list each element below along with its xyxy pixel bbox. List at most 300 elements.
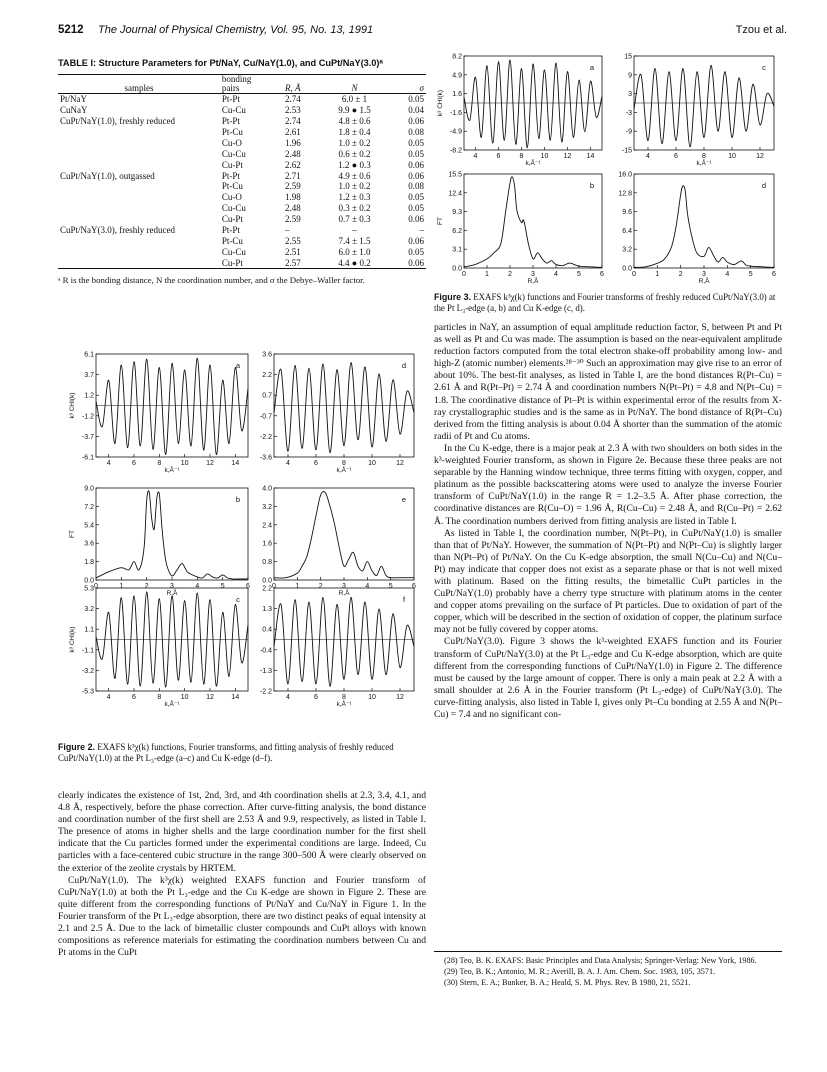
x-tick-label: 10: [540, 153, 549, 160]
x-tick-label: 6: [314, 460, 318, 467]
series-line: [464, 177, 602, 268]
y-tick-label: 12.4: [448, 190, 462, 198]
cell-n: 7.4 ± 1.5: [338, 235, 371, 246]
x-tick-label: 1: [119, 583, 124, 590]
x-tick-label: 3: [531, 271, 535, 278]
y-tick-label: 2.2: [262, 585, 272, 593]
y-tick-label: 15: [624, 53, 632, 61]
cell-sigma: 0.06: [408, 235, 424, 246]
y-tick-label: 16.0: [618, 171, 632, 179]
cell-r: 1.96: [285, 137, 301, 148]
panel-2d: [260, 352, 414, 475]
cell-sample: [58, 214, 220, 225]
table-row: [58, 181, 426, 192]
cell-pair: Cu-Pt: [221, 257, 243, 268]
x-tick-label: 4: [725, 271, 730, 278]
panel-label: c: [236, 595, 240, 604]
x-tick-label: 8: [342, 694, 346, 701]
x-tick-label: 8: [157, 460, 162, 467]
y-tick-label: 1.3: [262, 606, 272, 614]
y-tick-label: 0.0: [262, 577, 272, 585]
cell-pair: Pt-Pt: [221, 224, 240, 235]
cell-sigma: 0.06: [408, 257, 424, 268]
table-row: [58, 247, 426, 258]
y-tick-label: 2.2: [262, 372, 272, 380]
cell-pair: Cu-Cu: [221, 105, 246, 116]
panel-3b: [437, 172, 604, 286]
table-row: [58, 138, 426, 149]
table-row: [58, 105, 426, 116]
figure-2-caption: [58, 742, 426, 764]
paragraph: CuPt/NaY(3.0). Figure 3 shows the k³-weighted EXAFS function and its Fourier transform of CuPt/NaY(3.0) at the Pt L₃-edge and Cu K-edge absorption, which are quite different from the corresponding functions of CuPt/NaY(1.0) in Figure 2. The difference must be caused by the large amount of copper. There is only a main peak at 2.2 Å with a small shoulder at 2.6 Å in the Fourier transform (Pt L₃-edge) of CuPt/NaY(3.0). The curve-fitting analysis, also listed in Table I, gives only Pt–Cu bonding at 2.55 Å and N(Pt–Cu) = 7.4 and no significant con-: [434, 636, 782, 720]
x-tick-label: 4: [106, 694, 111, 701]
x-tick-label: 6: [674, 153, 678, 160]
x-tick-label: 2: [678, 271, 683, 278]
cell-sample: CuPt/NaY(3.0), freshly reduced: [60, 224, 175, 235]
y-tick-label: -3.7: [81, 433, 94, 441]
reference: (29) Teo, B. K.; Antonio, M. R.; Averill, B. A. J. Am. Chem. Soc. 1983, 105, 3571.: [444, 967, 716, 977]
panel-3d: [618, 172, 776, 286]
cell-sigma: 0.06: [408, 159, 424, 170]
x-tick-label: 0: [272, 583, 276, 590]
y-tick-label: 15.5: [448, 171, 462, 179]
x-tick-label: 1: [655, 271, 660, 278]
panel-label: c: [762, 63, 766, 72]
x-tick-label: 12: [396, 460, 404, 467]
x-tick-label: 0: [462, 271, 466, 278]
y-tick-label: -0.4: [259, 647, 272, 655]
panel-label: d: [401, 361, 407, 370]
x-tick-label: 8: [157, 694, 162, 701]
y-tick-label: 4.9: [452, 72, 462, 80]
x-axis-label: k,Å⁻¹: [336, 467, 352, 474]
cell-n: 6.0 ± 1.0: [338, 246, 371, 257]
figure-3-panels: [437, 54, 776, 286]
x-tick-label: 3: [342, 583, 346, 590]
y-tick-label: -4.9: [449, 128, 462, 136]
x-tick-label: 4: [106, 460, 111, 467]
y-tick-label: -9: [625, 128, 632, 136]
cell-sigma: 0.06: [408, 116, 424, 127]
x-tick-label: 12: [756, 153, 764, 160]
cell-pair: Pt-Cu: [221, 181, 243, 192]
panel-2f: [260, 586, 414, 709]
x-tick-label: 10: [180, 460, 189, 467]
y-axis-label: FT: [437, 217, 444, 225]
panel-label: b: [589, 181, 595, 190]
cell-pair: Cu-Pt: [221, 214, 243, 224]
cell-sigma: 0.05: [408, 137, 424, 148]
table-row: [58, 160, 426, 171]
cell-n: 1.2 ± 0.3: [338, 192, 371, 203]
x-axis-label: R,Å: [698, 278, 710, 285]
x-tick-label: 4: [286, 694, 290, 701]
cell-pair: Cu-Pt: [221, 159, 243, 170]
table-row: [58, 192, 426, 203]
x-tick-label: 12: [563, 153, 572, 160]
x-tick-label: 2: [508, 271, 512, 278]
cell-sample: [58, 258, 220, 269]
y-axis-label: FT: [69, 530, 76, 538]
cell-r: 2.48: [285, 203, 301, 214]
plot-frame: [96, 488, 248, 580]
y-tick-label: -0.7: [259, 413, 272, 421]
x-tick-label: 8: [519, 153, 524, 160]
cell-r: 1.98: [285, 192, 301, 203]
x-axis-label: k,Å⁻¹: [336, 701, 352, 708]
cell-sigma: 0.05: [408, 94, 424, 105]
paragraph: particles in NaY, an assumption of equal amplitude reduction factor, S, between Pt and Pt as well as Pt and Cu was made. The assumption is based on the near-equivalent amplitude reduction factors computed from the total electron shake-off probability among low- and high-Z (atomic number) elements.²⁸⁻³⁰ Such an approximation may give rise to an error of about 10%. The best-fit analyses, as listed in Table I, are the bond distances R(Pt–Cu) = 2.61 Å and R(Pt–Pt) = 2.74 Å and coordination numbers N(Pt–Pt) = 4.8 and N(Pt–Cu) = 1.8. The coordinative distance of Pt–Pt is within experimental error of the results from X-ray crystallographic studies and is the same as in Pt/NaY. The bond distance of R(Pt–Cu) derived from the fitting analysis is about 0.04 Å shorter than the summation of the atomic radii of Pt and Cu atoms.: [434, 322, 782, 442]
x-tick-label: 0: [94, 583, 98, 590]
table-body: [58, 94, 426, 269]
right-column-text: [434, 322, 782, 721]
y-axis-label: k³ CHI(k): [69, 392, 76, 419]
x-axis-label: R,Å: [527, 278, 539, 285]
x-tick-label: 3: [702, 271, 706, 278]
reference: (30) Stern, E. A.; Bunker, B. A.; Heald, S. M. Phys. Rev. B 1980, 21, 5521.: [444, 978, 691, 988]
x-tick-label: 6: [246, 583, 250, 590]
x-tick-label: 5: [388, 583, 393, 590]
x-tick-label: 4: [473, 153, 478, 160]
x-tick-label: 6: [412, 583, 416, 590]
cell-sample: [58, 203, 220, 214]
panel-label: d: [761, 181, 767, 190]
x-tick-label: 10: [368, 460, 376, 467]
cell-sample: [58, 127, 220, 138]
cell-sample: CuPt/NaY(1.0), outgassed: [60, 170, 155, 181]
cell-n: 0.3 ± 0.2: [338, 203, 371, 214]
cell-pair: Cu-O: [221, 192, 242, 203]
y-tick-label: 0.4: [262, 626, 272, 634]
cell-pair: Cu-O: [221, 137, 242, 148]
y-tick-label: 3.2: [262, 503, 272, 511]
cell-pair: Pt-Pt: [221, 116, 240, 127]
cell-sigma: 0.06: [408, 170, 424, 181]
cell-sigma: –: [419, 224, 424, 235]
y-tick-label: -8.2: [449, 147, 462, 155]
col-r: R, Å: [285, 82, 301, 93]
cell-n: 1.0 ± 0.2: [338, 181, 371, 192]
cell-n: 4.8 ± 0.6: [338, 116, 371, 127]
col-bonding: bonding: [221, 73, 252, 84]
series-line: [274, 597, 414, 686]
y-tick-label: -3: [625, 109, 632, 117]
series-line: [274, 491, 414, 578]
x-tick-label: 4: [554, 271, 558, 278]
cell-sigma: 0.06: [408, 214, 424, 224]
x-tick-label: 6: [132, 694, 136, 701]
y-tick-label: 3.6: [84, 540, 94, 548]
cell-n: 6.0 ± 1: [341, 94, 368, 105]
x-tick-label: 4: [195, 583, 200, 590]
cell-sample: [58, 160, 220, 171]
cell-sample: [58, 192, 220, 203]
cell-pair: Cu-Cu: [221, 203, 246, 214]
cell-sample: [58, 181, 220, 192]
cell-n: 4.9 ± 0.6: [338, 170, 371, 181]
cell-sample: Pt/NaY: [60, 94, 87, 105]
panel-label: e: [401, 495, 407, 504]
y-tick-label: 3.2: [622, 246, 632, 254]
x-tick-label: 10: [180, 694, 189, 701]
figure-2-label: Figure 2.: [58, 742, 95, 752]
cell-n: 1.8 ± 0.4: [338, 127, 371, 137]
table-title: TABLE I: Structure Parameters for Pt/NaY, Cu/NaY(1.0), and CuPt/NaY(3.0)ᵃ: [58, 58, 383, 68]
paragraph: clearly indicates the existence of 1st, 2nd, 3rd, and 4th coordination shells at 2.3, 3.4, 4.1, and 4.8 Å, respectively, before the phase correction. After curve-fitting analysis, the bond distance and coordination number of the first shell are 2.53 Å and 9.9, respectively, as listed in Table I. The presence of atoms in higher shells and the large coordination number for the first shell indicate that the Cu particles formed under the experimental conditions are large. Indeed, Cu particles with a face-centered cubic structure in the range 300–500 Å were clearly observed on the exterior of the zeolite crystals by HRTEM.: [58, 790, 426, 874]
y-tick-label: 1.1: [84, 626, 94, 634]
x-tick-label: 6: [772, 271, 776, 278]
cell-sample: [58, 236, 220, 247]
x-tick-label: 10: [728, 153, 736, 160]
cell-pair: Cu-Cu: [221, 246, 246, 257]
y-tick-label: 12.8: [618, 190, 632, 198]
page-number: 5212: [58, 24, 84, 36]
series-line: [96, 358, 248, 454]
table-row: [58, 225, 426, 236]
x-tick-label: 6: [496, 153, 501, 160]
table-row: [58, 258, 426, 269]
x-tick-label: 5: [748, 271, 753, 278]
y-tick-label: -15: [621, 147, 632, 155]
x-tick-label: 5: [577, 271, 581, 278]
y-tick-label: 7.2: [84, 503, 94, 511]
figure-3-caption: [434, 292, 782, 314]
x-axis-label: k,Å⁻¹: [164, 701, 180, 708]
series-line: [634, 65, 774, 147]
y-tick-label: 6.1: [84, 351, 94, 359]
x-tick-label: 4: [286, 460, 290, 467]
x-tick-label: 5: [220, 583, 225, 590]
x-tick-label: 8: [702, 153, 706, 160]
paragraph: As listed in Table I, the coordination number, N(Pt–Pt), in CuPt/NaY(1.0) is smaller than that of Pt/NaY. However, the summation of N(Pt–Pt) and N(Pt–Cu) is slightly larger than N(Pt–Pt) of Pt/NaY. On the Cu K-edge absorption, the small N(Cu–Cu) and N(Cu–Pt) may indicate that copper does not exist as a separate phase or that is not well mixed with platinum. Based on the fitting results, the bimetallic CuPt particles in the CuPt/NaY(1.0) probably have a cherry type structure with platinum atoms in the center and copper atoms prevailing on the surface of Pt particles. Due to oxidation of part of the copper, which will be described in the section of oxidation of copper, the platinum surface may not be fully covered by copper atoms.: [434, 527, 782, 636]
figure-2: [58, 350, 428, 740]
y-tick-label: 1.2: [84, 392, 94, 400]
panel-3c: [622, 54, 774, 168]
cell-n: 1.2 ● 0.3: [338, 159, 371, 170]
col-pairs: pairs: [221, 82, 240, 93]
cell-sample: [58, 138, 220, 149]
figure-2-caption-text: EXAFS k³χ(k) functions, Fourier transforms, and fitting analysis of freshly reduced CuPt/NaY(1.0) at the Pt L₃-edge (a–c) and Cu K-edge (d–f).: [58, 742, 394, 763]
y-tick-label: 3.1: [452, 246, 462, 254]
cell-sigma: 0.05: [408, 246, 424, 257]
cell-sample: CuPt/NaY(1.0), freshly reduced: [60, 116, 175, 127]
y-tick-label: -2.2: [259, 433, 272, 441]
x-tick-label: 14: [586, 153, 595, 160]
y-tick-label: 1.6: [262, 540, 272, 548]
y-tick-label: 0.8: [262, 559, 272, 567]
x-axis-label: k,Å⁻¹: [696, 160, 712, 167]
panel-2c: [69, 586, 248, 709]
cell-r: –: [285, 224, 290, 235]
plot-frame: [464, 174, 602, 268]
table-row: [58, 127, 426, 138]
structure-table: [58, 74, 426, 270]
cell-r: 2.48: [285, 148, 301, 159]
y-tick-label: 5.3: [84, 585, 94, 593]
cell-r: 2.74: [285, 94, 301, 105]
y-tick-label: -1.3: [259, 667, 272, 675]
panel-2a: [69, 352, 248, 475]
cell-sample: CuNaY: [60, 105, 88, 116]
x-tick-label: 0: [632, 271, 636, 278]
figure-3: [434, 52, 784, 292]
y-tick-label: 9.6: [622, 209, 632, 217]
x-tick-label: 6: [600, 271, 604, 278]
y-tick-label: 3.2: [84, 606, 94, 614]
x-tick-label: 12: [206, 460, 214, 467]
table-row: [58, 171, 426, 182]
y-tick-label: -1.2: [81, 413, 94, 421]
y-tick-label: -3.2: [81, 667, 94, 675]
references: [434, 951, 782, 990]
y-tick-label: 8.2: [452, 53, 462, 61]
x-axis-label: R,Å: [166, 590, 178, 597]
panel-label: b: [235, 495, 241, 504]
cell-sigma: 0.08: [408, 127, 424, 137]
cell-pair: Pt-Pt: [221, 170, 240, 181]
reference: (28) Teo, B. K. EXAFS: Basic Principles and Data Analysis; Springer-Verlag: New York, 1986.: [444, 956, 757, 965]
x-tick-label: 2: [144, 583, 149, 590]
cell-sigma: 0.05: [408, 203, 424, 214]
y-tick-label: 0.0: [84, 577, 94, 585]
cell-pair: Pt-Cu: [221, 127, 243, 137]
cell-r: 2.55: [285, 235, 301, 246]
paragraph: In the Cu K-edge, there is a major peak at 2.3 Å with two shoulders on both sides in the k³-weighted Fourier transform, as shown in Figure 2e. Because these three peaks are not separable by the Hanning window technique, three terms fitting with oxygen, copper, and platinum as the possible backscattering atoms were used to analyze the inverse Fourier transform of CuPt/NaY(1.0) in the range R = 1.2–3.5 Å. After phase correction, the coordinative distances are R(Cu–O) = 1.96 Å, R(Cu–Cu) = 2.48 Å, and R(Cu–Pt) = 2.62 Å. The coordination numbers derived from fitting analysis are listed in Table I.: [434, 442, 782, 527]
cell-n: –: [352, 224, 357, 235]
cell-r: 2.53: [285, 105, 301, 116]
y-tick-label: 1.8: [84, 559, 94, 567]
cell-r: 2.71: [285, 170, 301, 181]
table-row: [58, 203, 426, 214]
x-tick-label: 12: [396, 694, 404, 701]
cell-sigma: 0.05: [408, 192, 424, 203]
x-tick-label: 8: [342, 460, 346, 467]
series-line: [274, 363, 414, 453]
y-axis-label: k³ CHI(k): [69, 626, 76, 653]
y-tick-label: 5.4: [84, 522, 94, 530]
paragraph: CuPt/NaY(1.0). The k³χ(k) weighted EXAFS function and Fourier transform of CuPt/NaY(1.0) at both the Pt L₃-edge and the Cu K-edge are shown in Figure 2. These are quite different from the corresponding functions of Pt/NaY and Cu/NaY in Figure 1. In the Fourier transform of the Pt L₃-edge absorption, there are two distinct peaks of equal intensity at 2.1 and 2.5 Å. Due to the lack of bimetallic cluster compounds and CuPt alloys with known compositions as reference materials for estimating the coordination numbers between Cu and Pt atoms in the CuPt: [58, 874, 426, 959]
x-tick-label: 6: [314, 694, 318, 701]
y-tick-label: 3.6: [262, 351, 272, 359]
y-tick-label: 4.0: [262, 485, 272, 493]
y-tick-label: 6.4: [622, 227, 632, 235]
y-tick-label: 0.7: [262, 392, 272, 400]
cell-pair: Pt-Pt: [221, 94, 240, 105]
x-tick-label: 6: [132, 460, 136, 467]
x-tick-label: 4: [646, 153, 650, 160]
y-tick-label: 0.0: [452, 265, 462, 273]
panel-2b: [69, 486, 250, 598]
y-tick-label: -5.3: [81, 688, 94, 696]
x-tick-label: 3: [170, 583, 174, 590]
x-tick-label: 1: [485, 271, 489, 278]
cell-sample: [58, 149, 220, 160]
running-head: Tzou et al.: [735, 24, 787, 36]
y-tick-label: -3.6: [259, 454, 272, 462]
panel-2e: [262, 486, 416, 598]
cell-r: 2.57: [285, 257, 301, 268]
y-tick-label: 9.3: [452, 209, 462, 217]
table-footnote: ᵃ R is the bonding distance, N the coordination number, and σ the Debye–Waller factor.: [58, 275, 365, 286]
table-row: [58, 149, 426, 160]
y-tick-label: -2.2: [259, 688, 272, 696]
cell-sigma: 0.04: [408, 105, 424, 116]
series-line: [634, 186, 774, 268]
cell-n: 9.9 ● 1.5: [338, 105, 371, 116]
y-tick-label: 3: [628, 91, 632, 99]
x-axis-label: k,Å⁻¹: [164, 467, 180, 474]
cell-r: 2.51: [285, 246, 301, 257]
x-tick-label: 1: [295, 583, 300, 590]
col-sigma: σ: [419, 82, 424, 93]
cell-r: 2.61: [285, 127, 301, 137]
cell-n: 1.0 ± 0.2: [338, 137, 371, 148]
table-row: [58, 236, 426, 247]
y-tick-label: 0.0: [622, 265, 632, 273]
panel-label: a: [589, 63, 595, 72]
x-tick-label: 12: [206, 694, 214, 701]
cell-r: 2.62: [285, 159, 301, 170]
x-axis-label: k,Å⁻¹: [525, 160, 541, 167]
cell-r: 2.59: [285, 214, 301, 224]
table-row: [58, 94, 426, 105]
series-line: [464, 60, 602, 148]
cell-sample: [58, 247, 220, 258]
cell-pair: Cu-Cu: [221, 148, 246, 159]
x-tick-label: 14: [231, 460, 240, 467]
y-tick-label: 3.7: [84, 372, 94, 380]
y-tick-label: 6.2: [452, 227, 462, 235]
table-1: [58, 58, 426, 287]
plot-frame: [634, 174, 774, 268]
cell-n: 0.7 ± 0.3: [338, 214, 371, 224]
series-line: [96, 491, 248, 579]
x-tick-label: 4: [365, 583, 370, 590]
cell-r: 2.59: [285, 181, 301, 192]
y-tick-label: -1.6: [449, 109, 462, 117]
y-tick-label: 9.0: [84, 485, 94, 493]
y-axis-label: k³ CHI(k): [437, 90, 444, 116]
figure-2-panels: [69, 352, 416, 709]
y-tick-label: 2.4: [262, 522, 272, 530]
y-tick-label: -1.1: [81, 647, 94, 655]
cell-pair: Pt-Cu: [221, 235, 243, 246]
figure-3-caption-text: EXAFS k³χ(k) functions and Fourier transforms of freshly reduced CuPt/NaY(3.0) at the Pt L₃-edge (a, b) and Cu K-edge (c, d).: [434, 292, 776, 313]
figure-3-label: Figure 3.: [434, 292, 471, 302]
cell-sigma: 0.08: [408, 181, 424, 192]
x-axis-label: R,Å: [338, 590, 350, 597]
journal-citation: The Journal of Physical Chemistry, Vol. 95, No. 13, 1991: [98, 24, 374, 36]
cell-n: 4.4 ● 0.2: [338, 257, 371, 268]
y-tick-label: -6.1: [81, 454, 94, 462]
x-tick-label: 14: [231, 694, 240, 701]
panel-3a: [437, 54, 602, 168]
y-tick-label: 1.6: [452, 91, 462, 99]
table-row: [58, 116, 426, 127]
cell-sigma: 0.05: [408, 148, 424, 159]
x-tick-label: 10: [368, 694, 376, 701]
panel-label: f: [402, 595, 406, 604]
x-tick-label: 2: [318, 583, 323, 590]
cell-n: 0.6 ± 0.2: [338, 148, 371, 159]
table-row: [58, 214, 426, 225]
panel-label: a: [235, 361, 241, 370]
cell-r: 2.74: [285, 116, 301, 127]
left-column-text: [58, 790, 426, 959]
col-n: N: [351, 82, 358, 93]
y-tick-label: 9: [628, 72, 632, 80]
col-samples: samples: [124, 82, 154, 93]
